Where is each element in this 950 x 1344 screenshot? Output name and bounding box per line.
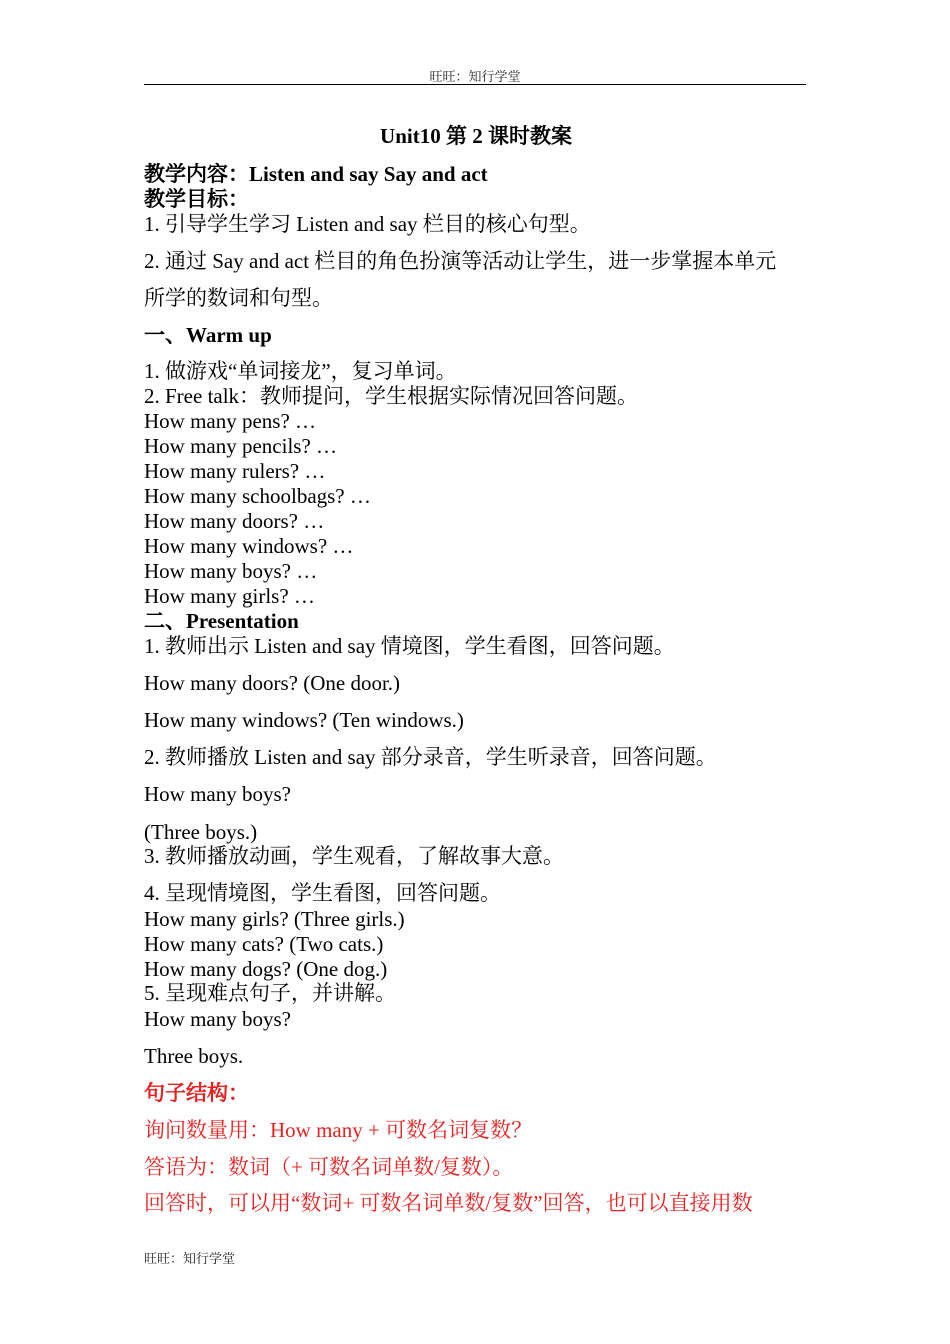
presentation-step-4: 4. 呈现情境图，学生看图，回答问题。 <box>144 881 501 905</box>
question-line: How many pens? … <box>144 409 317 433</box>
structure-rule-note: 回答时，可以用“数词+ 可数名词单数/复数”回答，也可以直接用数 <box>144 1191 753 1215</box>
answer-line: (Three boys.) <box>144 820 258 844</box>
qa-line: How many boys? <box>144 782 291 806</box>
qa-line: How many windows? (Ten windows.) <box>144 708 464 732</box>
qa-line: How many dogs? (One dog.) <box>144 957 388 981</box>
structure-rule-answer: 答语为：数词（+ 可数名词单数/复数）。 <box>144 1155 514 1179</box>
presentation-step-5: 5. 呈现难点句子，并讲解。 <box>144 981 396 1005</box>
structure-rule-question: 询问数量用：How many + 可数名词复数？ <box>144 1118 533 1142</box>
question-line: How many windows? … <box>144 534 354 558</box>
question-line: How many doors? … <box>144 509 325 533</box>
question-line: How many schoolbags? … <box>144 484 371 508</box>
goal-2-continued: 所学的数词和句型。 <box>144 286 333 310</box>
warm-up-step-2: 2. Free talk：教师提问，学生根据实际情况回答问题。 <box>144 384 639 408</box>
header-rule <box>144 84 806 85</box>
question-line: How many rulers? … <box>144 459 326 483</box>
qa-line: How many doors? (One door.) <box>144 671 401 695</box>
question-line: How many pencils? … <box>144 434 338 458</box>
section-presentation: 二、Presentation <box>144 609 299 633</box>
presentation-step-1: 1. 教师出示 Listen and say 情境图，学生看图，回答问题。 <box>144 634 675 658</box>
qa-line: How many boys? <box>144 1007 291 1031</box>
qa-line: How many girls? (Three girls.) <box>144 907 405 931</box>
question-line: How many girls? … <box>144 584 315 608</box>
goal-1: 1. 引导学生学习 Listen and say 栏目的核心句型。 <box>144 212 591 236</box>
teaching-content: 教学内容：Listen and say Say and act <box>144 162 488 186</box>
teaching-goals-heading: 教学目标： <box>144 187 249 211</box>
answer-line: Three boys. <box>144 1044 244 1068</box>
page-header: 旺旺：知行学堂 <box>429 69 521 84</box>
section-warm-up: 一、Warm up <box>144 323 272 347</box>
question-line: How many boys? … <box>144 559 318 583</box>
warm-up-step-1: 1. 做游戏“单词接龙”，复习单词。 <box>144 359 457 383</box>
qa-line: How many cats? (Two cats.) <box>144 932 384 956</box>
page-footer: 旺旺：知行学堂 <box>144 1251 236 1266</box>
document-title: Unit10 第 2 课时教案 <box>380 124 572 148</box>
presentation-step-2: 2. 教师播放 Listen and say 部分录音，学生听录音，回答问题。 <box>144 745 717 769</box>
sentence-structure-heading: 句子结构： <box>144 1081 249 1105</box>
presentation-step-3: 3. 教师播放动画，学生观看，了解故事大意。 <box>144 844 564 868</box>
goal-2: 2. 通过 Say and act 栏目的角色扮演等活动让学生，进一步掌握本单元 <box>144 249 777 273</box>
